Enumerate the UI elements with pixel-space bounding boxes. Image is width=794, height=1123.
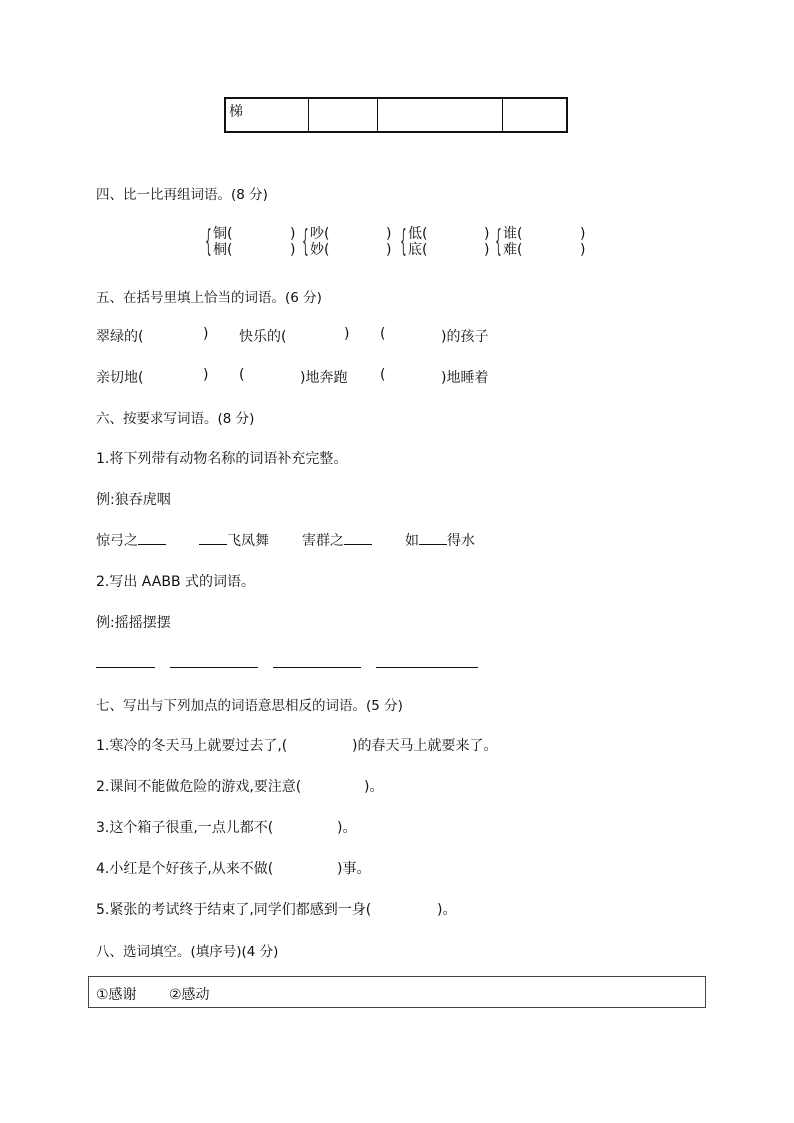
compare-pair: { 谁( ) 难( ) — [495, 224, 586, 259]
fill-text: ( — [380, 326, 386, 342]
example-text: 例:摇摇摆摆 — [96, 615, 171, 631]
idiom-blank: 害群之 — [302, 530, 372, 550]
table-cell: 梯 — [225, 98, 309, 132]
pair-top: 铜( — [213, 226, 233, 242]
idiom-blank: 飞凤舞 — [199, 530, 269, 550]
answer-line — [170, 667, 258, 668]
fill-text: )地奔跑 — [300, 370, 348, 386]
sentence-text: )的春天马上就要来了。 — [352, 738, 498, 754]
fill-text: 快乐的( — [239, 329, 287, 345]
fill-text: ( — [380, 367, 386, 383]
sentence-text: 4.小红是个好孩子,从来不做( — [96, 861, 274, 877]
pair-top: 低( — [408, 226, 428, 242]
compare-pair: { 吵( ) 妙( ) — [302, 224, 392, 259]
sentence-text: )。 — [364, 779, 384, 795]
question-text: 1.将下列带有动物名称的词语补充完整。 — [96, 451, 348, 467]
fill-text: 亲切地( — [96, 370, 144, 386]
word-option: ①感谢 — [96, 987, 137, 1003]
pair-bottom: 底( — [408, 242, 428, 258]
sentence-text: )。 — [337, 820, 357, 836]
table-cell — [309, 98, 378, 132]
answer-line — [376, 667, 478, 668]
fill-text: ) — [344, 326, 350, 342]
fill-text: )的孩子 — [441, 329, 489, 345]
table-cell — [503, 98, 568, 132]
question-text: 2.写出 AABB 式的词语。 — [96, 574, 256, 590]
table-cell — [378, 98, 503, 132]
pair-bottom: 难( — [503, 242, 523, 258]
sentence-text: )事。 — [337, 861, 371, 877]
sentence-text: 3.这个箱子很重,一点儿都不( — [96, 820, 274, 836]
pair-top: 谁( — [503, 226, 523, 242]
fill-text: ( — [239, 367, 245, 383]
answer-line — [96, 667, 155, 668]
answer-line — [273, 667, 361, 668]
fill-text: ) — [203, 326, 209, 342]
section8-title: 八、选词填空。(填序号)(4 分) — [96, 944, 279, 960]
pair-bottom: 桐( — [213, 242, 233, 258]
idiom-blank: 惊弓之 — [96, 530, 166, 550]
example-text: 例:狼吞虎咽 — [96, 492, 171, 508]
idiom-blank: 如 得水 — [405, 533, 475, 549]
fill-text: ) — [203, 367, 209, 383]
fill-text: )地睡着 — [441, 370, 489, 386]
compare-pair: { 铜( ) 桐( ) — [205, 224, 296, 259]
compare-pair: { 低( ) 底( ) — [400, 224, 490, 259]
pair-bottom: 妙( — [310, 242, 330, 258]
word-option: ②感动 — [169, 987, 210, 1003]
section7-title: 七、写出与下列加点的词语意思相反的词语。(5 分) — [96, 698, 403, 714]
pair-top: 吵( — [310, 226, 330, 242]
sentence-text: 5.紧张的考试终于结束了,同学们都感到一身( — [96, 902, 372, 918]
word-choice-box — [88, 976, 706, 1008]
sentence-text: 2.课间不能做危险的游戏,要注意( — [96, 779, 302, 795]
section4-title: 四、比一比再组词语。(8 分) — [96, 187, 268, 203]
sentence-text: 1.寒冷的冬天马上就要过去了,( — [96, 738, 288, 754]
fill-text: 翠绿的( — [96, 329, 144, 345]
top-table — [224, 97, 568, 133]
sentence-text: )。 — [437, 902, 457, 918]
section6-title: 六、按要求写词语。(8 分) — [96, 411, 255, 427]
section5-title: 五、在括号里填上恰当的词语。(6 分) — [96, 290, 322, 306]
